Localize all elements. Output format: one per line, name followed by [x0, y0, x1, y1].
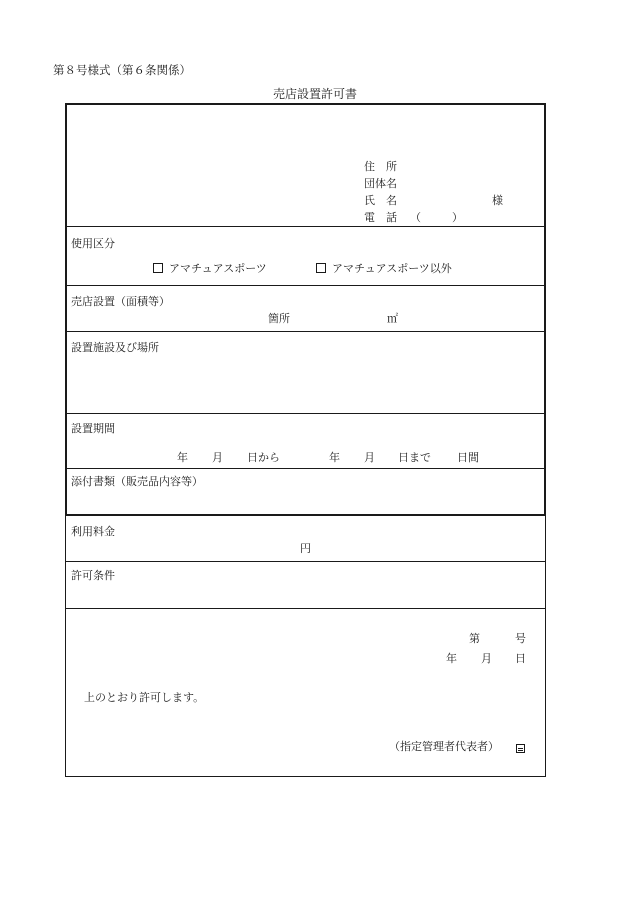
- org-name-label: 団体名: [364, 177, 397, 190]
- applicant-name-label: 氏 名: [364, 194, 397, 207]
- usage-option-other-label: アマチュアスポーツ以外: [332, 262, 452, 275]
- divider-facility: [65, 331, 546, 332]
- fee-unit: 円: [300, 542, 311, 555]
- usage-option-other[interactable]: [316, 263, 452, 274]
- phone-paren-open: （: [410, 211, 421, 224]
- facility-label: 設置施設及び場所: [71, 341, 159, 354]
- fee-label: 利用料金: [71, 525, 115, 538]
- page-title: 売店設置許可書: [272, 87, 357, 101]
- permit-number-prefix: 第: [469, 632, 480, 645]
- honorific-label: 様: [492, 194, 503, 207]
- seal-icon: [516, 744, 525, 753]
- permit-date-day: 日: [515, 652, 526, 665]
- permit-date-month: 月: [481, 652, 492, 665]
- period-label: 設置期間: [71, 422, 115, 435]
- divider-period: [65, 413, 546, 414]
- period-until: 日まで: [398, 451, 431, 464]
- period-year1: 年: [177, 451, 188, 464]
- divider-usage: [65, 226, 546, 227]
- form-label: 第８号様式（第６条関係）: [53, 63, 191, 77]
- shop-area-unit: ㎡: [387, 312, 398, 325]
- permit-statement: 上のとおり許可します。: [84, 691, 205, 704]
- period-from: 日から: [247, 451, 280, 464]
- permit-number-suffix: 号: [515, 632, 526, 645]
- attachments-label: 添付書類（販売品内容等）: [71, 475, 203, 488]
- period-days: 日間: [457, 451, 479, 464]
- divider-conditions: [65, 561, 546, 562]
- checkbox-amateur[interactable]: [153, 263, 163, 273]
- phone-label: 電 話: [364, 211, 397, 224]
- usage-option-amateur[interactable]: [153, 263, 267, 274]
- divider-shop: [65, 285, 546, 286]
- checkbox-other[interactable]: [316, 263, 326, 273]
- usage-option-amateur-label: アマチュアスポーツ: [169, 262, 267, 275]
- divider-permit: [65, 608, 546, 609]
- shop-label: 売店設置（面積等）: [71, 295, 170, 308]
- usage-label: 使用区分: [71, 237, 115, 250]
- shop-count-unit: 箇所: [268, 312, 290, 325]
- period-month1: 月: [212, 451, 223, 464]
- address-label: 住 所: [364, 160, 397, 173]
- divider-attachments: [65, 468, 546, 469]
- issuer-label: （指定管理者代表者）: [389, 740, 499, 753]
- phone-paren-close: ）: [452, 211, 463, 224]
- conditions-label: 許可条件: [71, 569, 115, 582]
- period-month2: 月: [364, 451, 375, 464]
- period-year2: 年: [329, 451, 340, 464]
- permit-date-year: 年: [446, 652, 457, 665]
